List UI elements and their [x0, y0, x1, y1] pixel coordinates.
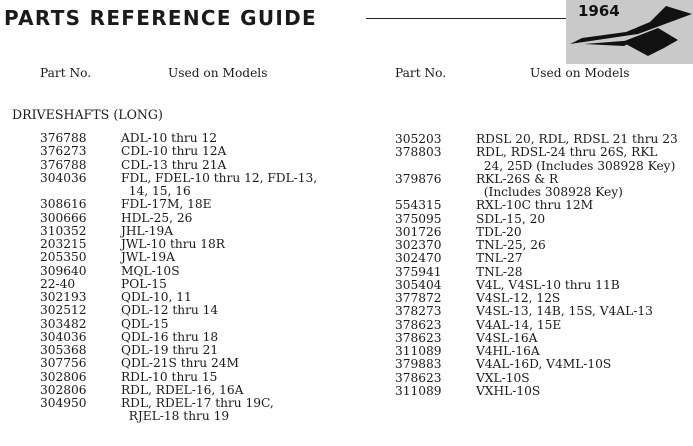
part-number: 302806 — [40, 382, 87, 397]
year-label: 1964 — [578, 2, 620, 20]
part-row — [395, 345, 678, 358]
part-number: 305368 — [40, 343, 87, 357]
part-row — [40, 225, 317, 238]
title-rule — [366, 18, 566, 19]
model-list: QDL-19 thru 21 — [121, 343, 219, 357]
part-number: 554315 — [395, 198, 442, 213]
part-row — [395, 199, 678, 212]
part-row — [40, 291, 317, 304]
part-row — [40, 172, 317, 199]
model-list: RDL, RDEL-16, 16A — [121, 382, 244, 397]
model-list: VXHL-10S — [476, 383, 541, 398]
part-row — [395, 358, 678, 371]
model-list: CDL-10 thru 12A — [121, 144, 227, 159]
part-number: 377872 — [395, 291, 442, 305]
part-row — [395, 213, 678, 226]
part-row — [395, 385, 678, 398]
model-list: MQL-10S — [121, 263, 180, 278]
part-row — [40, 331, 317, 344]
part-number: 302193 — [40, 290, 87, 304]
model-list: RDL-10 thru 15 — [121, 369, 218, 384]
part-row — [395, 133, 678, 146]
model-list: FDL-17M, 18E — [121, 197, 212, 212]
right-parts-list — [395, 133, 678, 398]
page-title: PARTS REFERENCE GUIDE — [4, 6, 317, 30]
model-list: QDL-12 thru 14 — [121, 303, 219, 318]
part-row — [395, 319, 678, 332]
model-list: ADL-10 thru 12 — [121, 131, 217, 145]
model-list: HDL-25, 26 — [121, 210, 193, 225]
model-list: JWL-19A — [121, 250, 175, 265]
part-number: 205350 — [40, 250, 87, 265]
model-list: VXL-10S — [476, 370, 530, 385]
part-number: 304950 — [40, 396, 87, 410]
model-list: V4AL-16D, V4ML-10S — [476, 357, 612, 372]
part-number: 302470 — [395, 251, 442, 266]
part-row — [40, 384, 317, 397]
part-number: 378803 — [395, 145, 442, 160]
part-row — [395, 279, 678, 292]
part-number: 22-40 — [40, 276, 76, 291]
part-number: 302806 — [40, 369, 87, 384]
part-number: 378273 — [395, 304, 442, 319]
model-list: FDL, FDEL-10 thru 12, FDL-13, 14, 15, 16 — [121, 170, 318, 198]
model-list: QDL-16 thru 18 — [121, 329, 219, 344]
part-row — [40, 159, 317, 172]
part-number: 305404 — [395, 277, 442, 292]
part-number: 301726 — [395, 224, 442, 239]
model-list: TNL-27 — [476, 251, 523, 266]
model-list: RDL, RDEL-17 thru 19C, RJEL-18 thru 19 — [121, 396, 274, 424]
right-partno-header: Part No. — [395, 66, 447, 80]
part-number: 376273 — [40, 144, 87, 159]
part-number: 378623 — [395, 330, 442, 345]
part-row — [40, 397, 317, 424]
model-list: RXL-10C thru 12M — [476, 198, 594, 213]
model-list: QDL-15 — [121, 316, 169, 331]
model-list: RDL, RDSL-24 thru 26S, RKL 24, 25D (Includes 308928 Key) — [476, 145, 676, 173]
part-row — [40, 304, 317, 317]
model-list: V4AL-14, 15E — [476, 317, 562, 332]
part-row — [40, 278, 317, 291]
part-number: 309640 — [40, 263, 87, 278]
part-number: 308616 — [40, 197, 87, 212]
part-row — [40, 145, 317, 158]
part-number: 305203 — [395, 132, 442, 146]
part-number: 303482 — [40, 316, 87, 331]
part-number: 375095 — [395, 211, 442, 226]
part-number: 376788 — [40, 131, 87, 145]
part-number: 300666 — [40, 210, 87, 225]
section-heading: DRIVESHAFTS (LONG) — [12, 107, 163, 122]
part-number: 378623 — [395, 370, 442, 385]
part-row — [395, 372, 678, 385]
part-row — [395, 305, 678, 318]
model-list: TNL-25, 26 — [476, 238, 546, 252]
part-number: 304036 — [40, 329, 87, 344]
model-list: V4SL-13, 14B, 15S, V4AL-13 — [476, 304, 653, 319]
part-row — [40, 265, 317, 278]
model-list: RKL-26S & R (Includes 308928 Key) — [476, 171, 623, 199]
right-models-header: Used on Models — [530, 66, 630, 80]
year-badge — [566, 0, 693, 64]
part-row — [395, 332, 678, 345]
part-row — [40, 318, 317, 331]
part-row — [40, 238, 317, 251]
part-row — [395, 173, 678, 200]
model-list: QDL-21S thru 24M — [121, 356, 239, 371]
part-number: 310352 — [40, 223, 87, 238]
part-row — [395, 292, 678, 305]
part-row — [395, 239, 678, 252]
model-list: JHL-19A — [121, 223, 174, 238]
model-list: V4HL-16A — [476, 344, 540, 358]
part-number: 304036 — [40, 170, 87, 185]
model-list: V4L, V4SL-10 thru 11B — [476, 277, 620, 292]
part-row — [395, 226, 678, 239]
model-list: POL-15 — [121, 276, 167, 291]
model-list: TDL-20 — [476, 224, 522, 239]
left-models-header: Used on Models — [168, 66, 268, 80]
part-row — [40, 357, 317, 370]
part-row — [395, 266, 678, 279]
model-list: V4SL-16A — [476, 330, 538, 345]
part-row — [40, 251, 317, 264]
part-number: 375941 — [395, 264, 442, 279]
part-number: 302512 — [40, 303, 87, 318]
model-list: QDL-10, 11 — [121, 290, 192, 304]
part-row — [40, 371, 317, 384]
part-row — [395, 252, 678, 265]
model-list: JWL-10 thru 18R — [121, 237, 225, 251]
part-row — [40, 132, 317, 145]
part-number: 307756 — [40, 356, 87, 371]
left-parts-list — [40, 132, 317, 424]
part-row — [40, 212, 317, 225]
part-number: 379883 — [395, 357, 442, 372]
part-row — [40, 344, 317, 357]
model-list: TNL-28 — [476, 264, 523, 279]
left-partno-header: Part No. — [40, 66, 92, 80]
part-number: 379876 — [395, 171, 442, 186]
model-list: SDL-15, 20 — [476, 211, 546, 226]
model-list: RDSL 20, RDL, RDSL 21 thru 23 — [476, 132, 678, 146]
model-list: V4SL-12, 12S — [476, 291, 561, 305]
part-number: 311089 — [395, 383, 442, 398]
part-row — [40, 198, 317, 211]
part-number: 302370 — [395, 238, 442, 252]
part-number: 378623 — [395, 317, 442, 332]
part-number: 311089 — [395, 344, 442, 358]
part-number: 376788 — [40, 157, 87, 172]
part-number: 203215 — [40, 237, 87, 251]
part-row — [395, 146, 678, 173]
model-list: CDL-13 thru 21A — [121, 157, 227, 172]
